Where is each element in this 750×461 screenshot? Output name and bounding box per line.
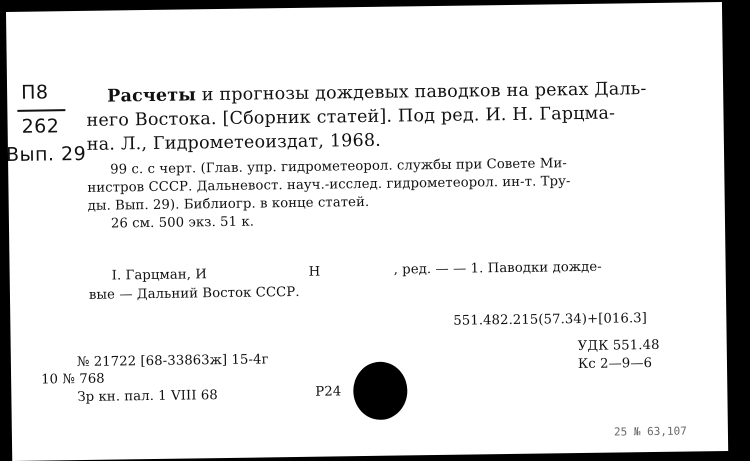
title-line-1-text: и прогнозы дождевых паводков на реках Даль-	[195, 79, 647, 106]
udk-code: УДК 551.48	[577, 337, 660, 355]
classification-index: 551.482.215(57.34)+[016.3]	[453, 311, 648, 329]
kc-code: Кс 2—9—6	[577, 356, 653, 373]
tracing-line-1a: I. Гарцман, И	[111, 267, 207, 284]
description-line-1: 99 с. с черт. (Глав. упр. гидрометеорол. службы при Совете Ми-	[110, 156, 567, 178]
shelfmark-line3: Вып. 29	[5, 142, 87, 167]
format-line: 26 см. 500 экз. 51 к.	[110, 214, 255, 232]
tracing-line-2: вые — Дальний Восток СССР.	[88, 284, 300, 303]
title-line-2: него Востока. [Сборник статей]. Под ред. И. Н. Гарцма-	[86, 103, 616, 131]
title-bold: Расчеты	[107, 85, 197, 107]
tracing-line-1c: , ред. — — 1. Паводки дожде-	[393, 259, 602, 278]
press-code: Р24	[315, 384, 342, 400]
tracing-line-1b: Н	[308, 264, 321, 280]
receipt-line: Зр кн. пал. 1 VIII 68	[77, 388, 218, 406]
catalog-card	[6, 2, 728, 461]
description-line-3: ды. Вып. 29). Библиогр. в конце статей.	[87, 194, 370, 214]
shelfmark-rule	[17, 109, 65, 112]
title-line-3: на. Л., Гидрометеоиздат, 1968.	[86, 130, 382, 155]
corner-stamp-noise: 25 № 63,107	[613, 424, 687, 439]
ink-blot	[353, 361, 408, 420]
shelfmark-line2: 262	[21, 115, 60, 138]
title-line-1	[107, 79, 647, 107]
shelfmark-line1: П8	[20, 81, 49, 104]
small-number: 10 № 768	[41, 371, 105, 388]
description-line-2: нистров СССР. Дальневост. науч.-исслед. гидрометеорол. ин-т. Тру-	[87, 174, 571, 196]
record-number: № 21722 [68-33863ж] 15-4г	[76, 352, 269, 371]
